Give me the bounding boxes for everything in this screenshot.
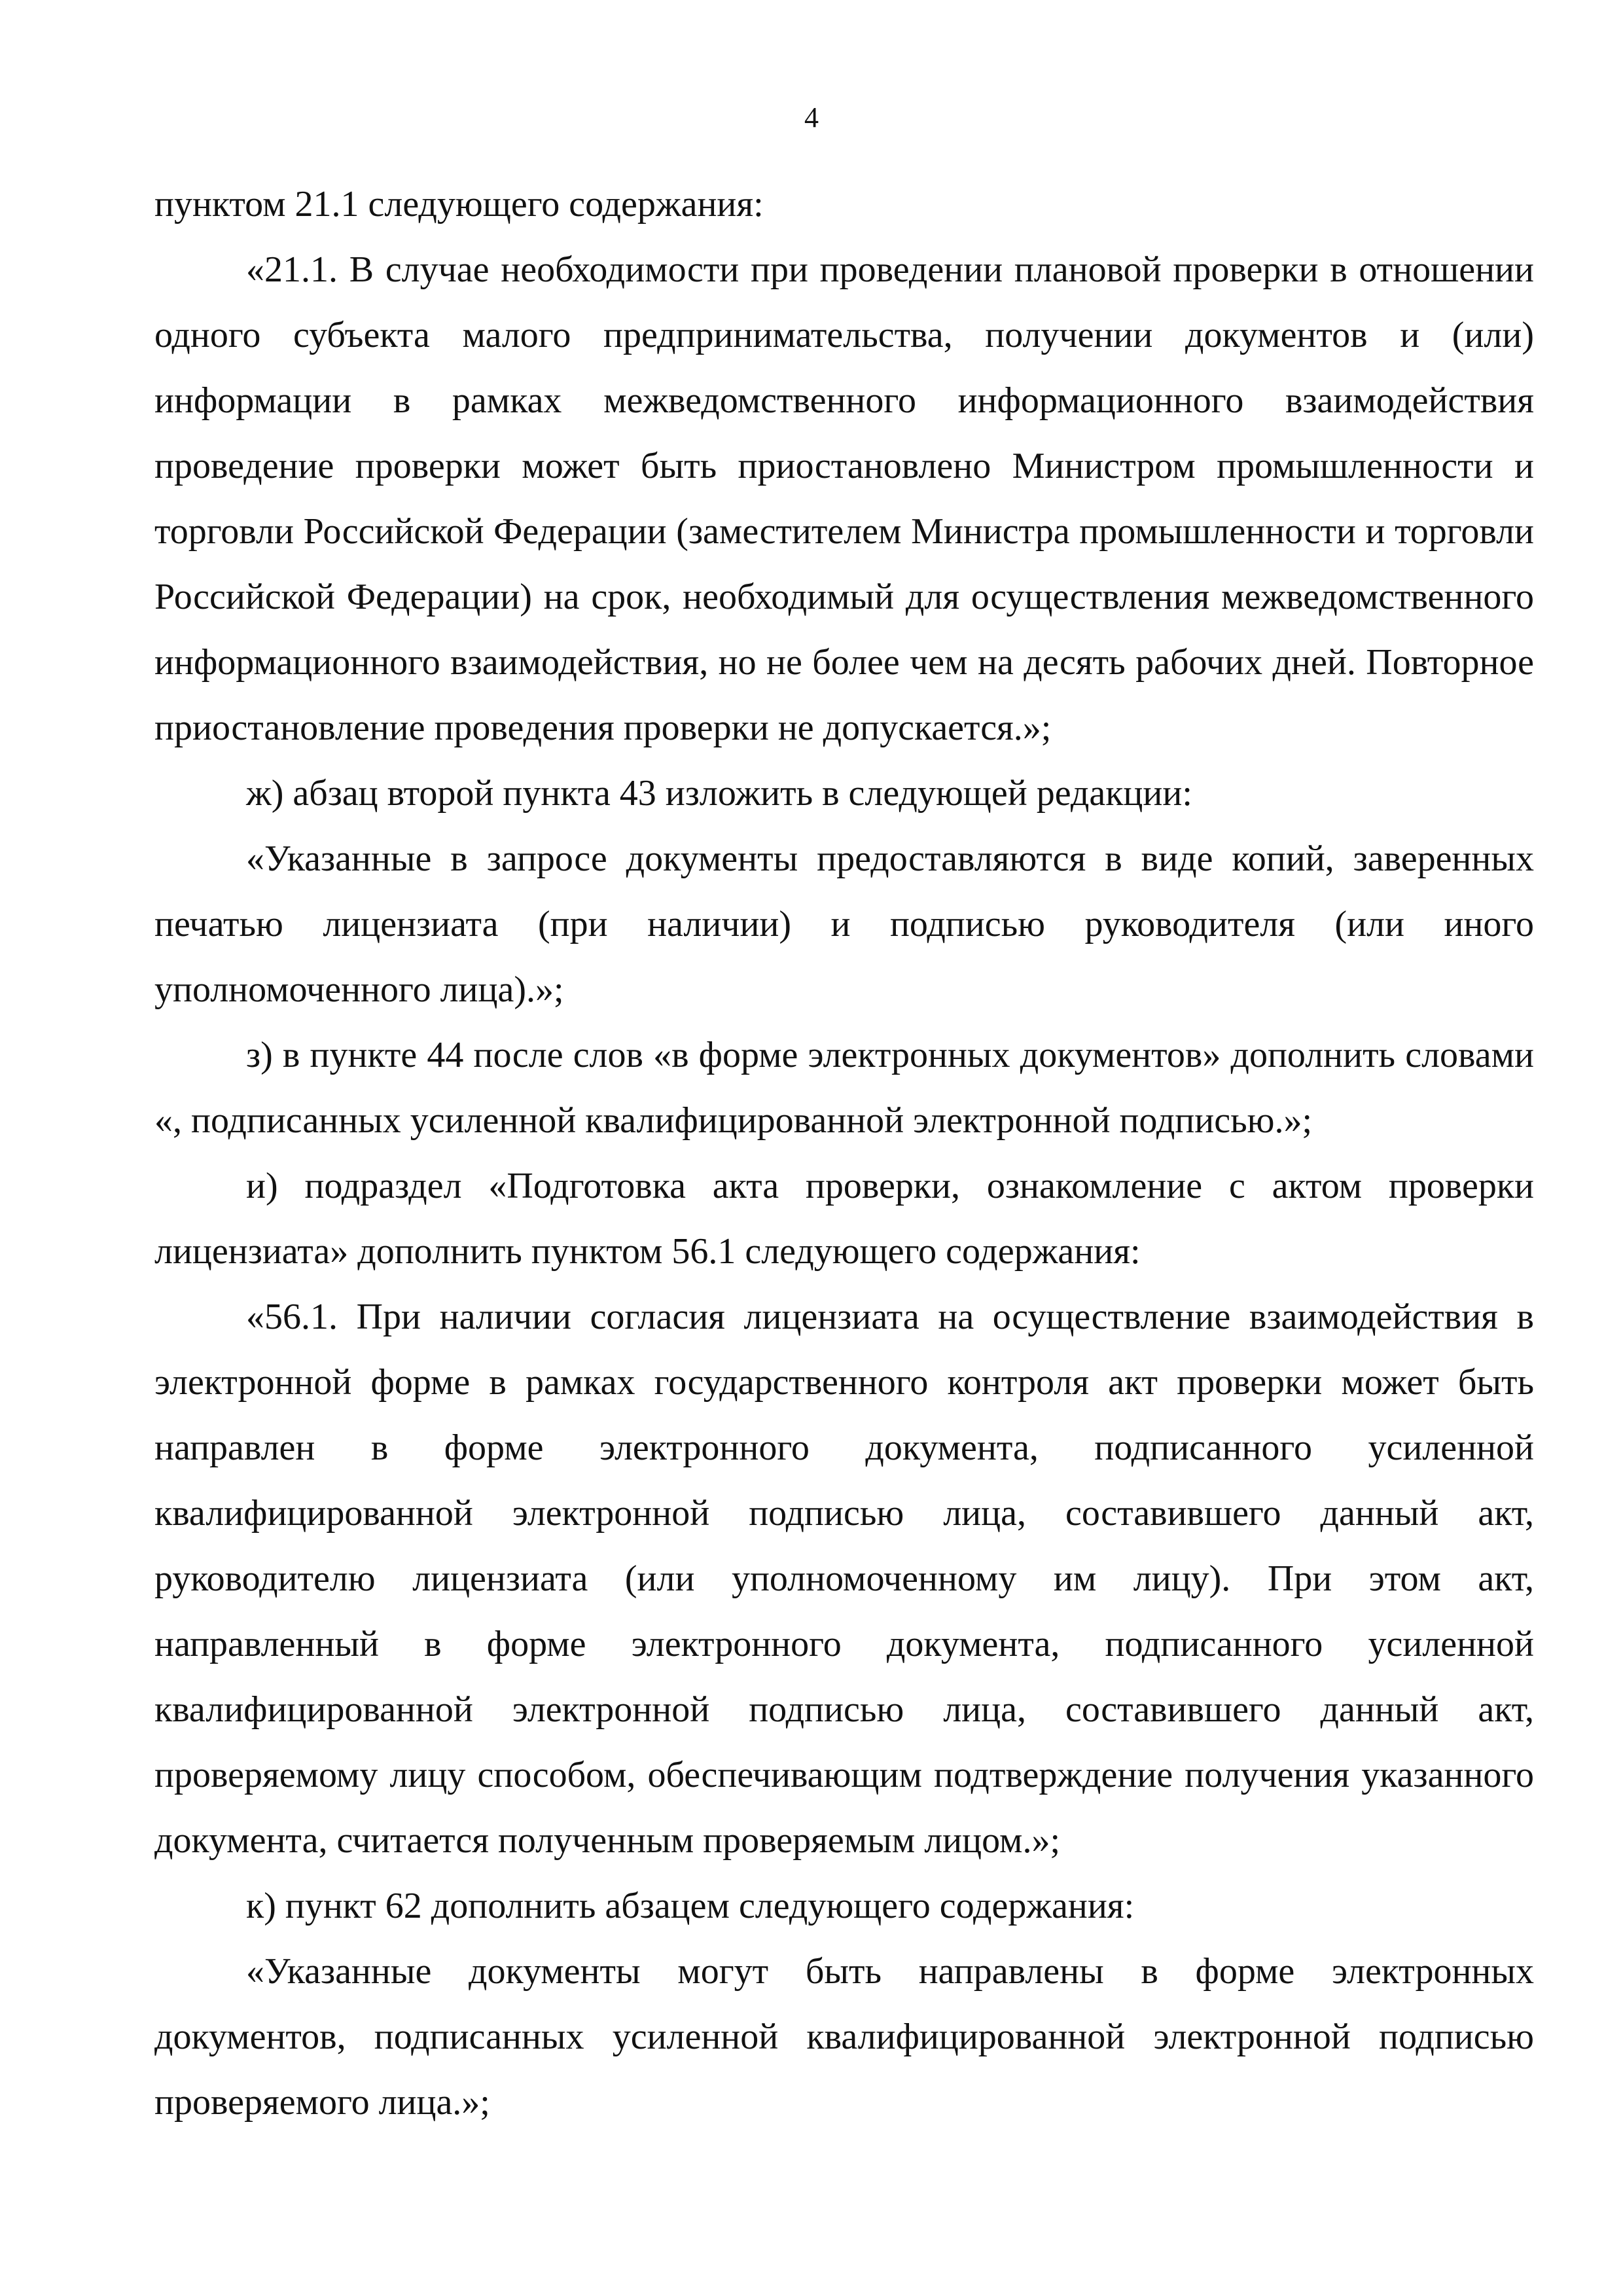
paragraph-item-56-1: «56.1. При наличии согласия лицензиата на осуществление взаимодействия в электронной форме в рамках государственного контроля акт проверки может быть направлен в форме электронного документа, подписанного усиленной квалифицированной электронной подписью лица, составившего данный акт, руководителю лицензиата (или уполномоченному им лицу). При этом акт, направленный в форме электронного документа, подписанного усиленной квалифицированной электронной подписью лица, составившего данный акт, проверяемому лицу способом, обеспечивающим подтверждение получения указанного документа, считается полученным проверяемым лицом.»; <box>154 1297 1534 1861</box>
paragraph-quote-43: «Указанные в запросе документы предоставляются в виде копий, заверенных печатью лицензиата (при наличии) и подписью руководителя (или иного уполномоченного лица).»; <box>154 838 1534 1010</box>
paragraph-item-21-1: «21.1. В случае необходимости при проведении плановой проверки в отношении одного субъекта малого предпринимательства, получении документов и (или) информации в рамках межведомственного информационного взаимодействия проведение проверки может быть приостановлено Министром промышленности и торговли Российской Федерации (заместителем Министра промышленности и торговли Российской Федерации) на срок, необходимый для осуществления межведомственного информационного взаимодействия, но не более чем на десять рабочих дней. Повторное приостановление проведения проверки не допускается.»; <box>154 249 1534 748</box>
paragraph-amendment-z: з) в пункте 44 после слов «в форме электронных документов» дополнить словами «, подписанных усиленной квалифицированной электронной подписью.»; <box>154 1035 1534 1141</box>
paragraph-continuation-21-1: пунктом 21.1 следующего содержания: <box>154 184 764 224</box>
document-body <box>154 171 1534 2135</box>
paragraph-amendment-zh: ж) абзац второй пункта 43 изложить в следующей редакции: <box>246 773 1192 814</box>
paragraph-amendment-i: и) подраздел «Подготовка акта проверки, ознакомление с актом проверки лицензиата» дополнить пунктом 56.1 следующего содержания: <box>154 1166 1534 1272</box>
page-number: 4 <box>804 101 819 134</box>
paragraph-quote-62: «Указанные документы могут быть направлены в форме электронных документов, подписанных усиленной квалифицированной электронной подписью проверяемого лица.»; <box>154 1951 1534 2123</box>
paragraph-amendment-k: к) пункт 62 дополнить абзацем следующего содержания: <box>246 1886 1135 1926</box>
